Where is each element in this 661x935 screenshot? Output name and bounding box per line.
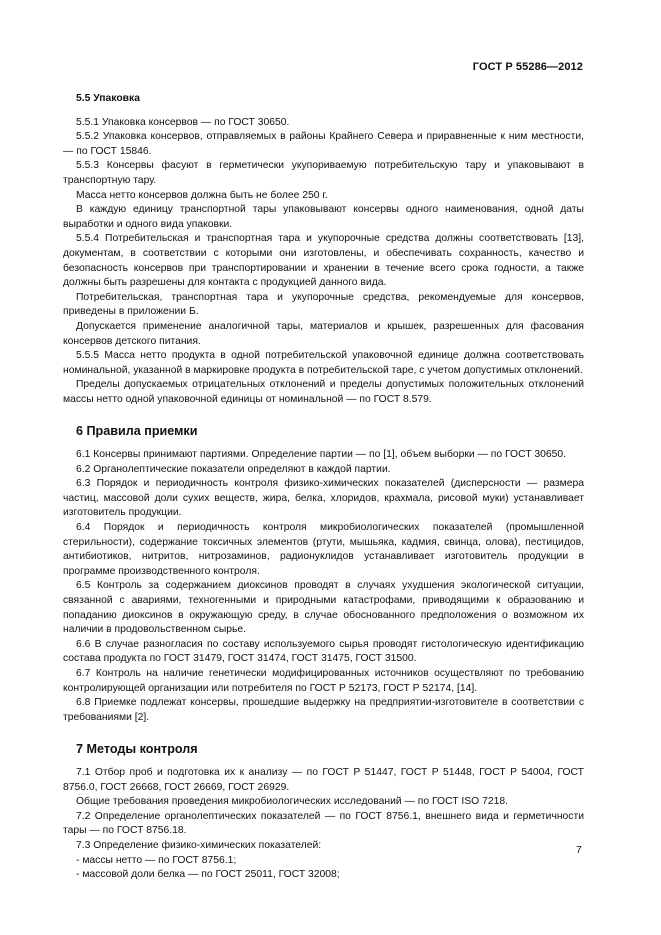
page-number: 7	[576, 844, 582, 856]
paragraph: 6.2 Органолептические показатели определяют в каждой партии.	[76, 463, 391, 475]
paragraph: 5.5.2 Упаковка консервов, отправляемых в районы Крайнего Севера и приравненные к ним местности, — по ГОСТ 15846.	[63, 131, 584, 157]
paragraph: 6.6 В случае разногласия по составу используемого сырья проводят гистологическую идентификацию состава продукта по ГОСТ 31479, ГОСТ 31474, ГОСТ 31475, ГОСТ 31500.	[63, 638, 584, 665]
paragraph: 5.5.5 Масса нетто продукта в одной потребительской упаковочной единице должна соответствовать номинальной, указанной в маркировке продукта в потребительской таре, с учетом допустимых отклонений.	[63, 350, 584, 376]
paragraph: Допускается применение аналогичной тары, материалов и крышек, разрешенных для фасования консервов детского питания.	[63, 320, 584, 347]
section-6-heading: 6 Правила приемки	[76, 424, 198, 439]
list-item: - массовой доли белка — по ГОСТ 25011, ГОСТ 32008;	[76, 869, 340, 881]
section-5-5-heading: 5.5 Упаковка	[76, 93, 140, 104]
paragraph: 6.7 Контроль на наличие генетически модифицированных источников осуществляют по требованию контролирующей организации или потребителя по ГОСТ Р 52173, ГОСТ Р 52174, [14].	[63, 667, 584, 694]
paragraph: 6.3 Порядок и периодичность контроля физико-химических показателей (дисперсности — размера частиц, массовой доли сухих веществ, жира, белка, хлоридов, крахмала, рисовой муки) устанавливает изготовитель продукции.	[63, 478, 584, 519]
paragraph: В каждую единицу транспортной тары упаковывают консервы одного наименования, одной даты выработки и одного вида упаковки.	[63, 204, 584, 230]
page-content	[63, 92, 584, 883]
paragraph: 6.5 Контроль за содержанием диоксинов проводят в случаях ухудшения экологической ситуации, связанной с авариями, техногенными и природными катастрофами, приводящими к образованию и попаданию диоксинов в окружающую среду, в случае обоснованного предположения о возможном их наличии в продовольственном сырье.	[63, 580, 584, 636]
paragraph: Масса нетто консервов должна быть не более 250 г.	[76, 189, 328, 201]
document-code-header: ГОСТ Р 55286—2012	[472, 61, 583, 73]
paragraph: 7.2 Определение органолептических показателей — по ГОСТ 8756.1, внешнего вида и герметичности тары — по ГОСТ 8756.18.	[63, 810, 584, 837]
paragraph: 6.8 Приемке подлежат консервы, прошедшие выдержку на предприятии-изготовителе в соответствии с требованиями [2].	[63, 697, 584, 723]
section-7-heading: 7 Методы контроля	[76, 742, 198, 757]
paragraph: 7.3 Определение физико-химических показателей:	[76, 839, 322, 851]
list-item: - массы нетто — по ГОСТ 8756.1;	[76, 854, 237, 866]
paragraph: 5.5.3 Консервы фасуют в герметически укупориваемую потребительскую тару и упаковывают в транспортную тару.	[63, 160, 584, 186]
paragraph: 5.5.4 Потребительская и транспортная тара и укупорочные средства должны соответствовать [13], документам, в соответствии с которыми они изготовлены, и обеспечивать сохранность, качество и безопасность консервов при транспортировании и хранении в течение всего срока годности, а также должны быть разрешены для контакта с продукцией данного вида.	[63, 233, 584, 289]
paragraph: 7.1 Отбор проб и подготовка их к анализу — по ГОСТ Р 51447, ГОСТ Р 51448, ГОСТ Р 54004, ГОСТ 8756.0, ГОСТ 26668, ГОСТ 26669, ГОСТ 26929.	[63, 766, 584, 793]
paragraph: 5.5.1 Упаковка консервов — по ГОСТ 30650.	[76, 116, 290, 128]
paragraph: Пределы допускаемых отрицательных отклонений и пределы допустимых положительных отклонений массы нетто одной упаковочной единицы от номинальной — по ГОСТ 8.579.	[63, 379, 584, 405]
paragraph: 6.4 Порядок и периодичность контроля микробиологических показателей (промышленной стерильности), содержание токсичных элементов (ртути, мышьяка, кадмия, свинца, олова), пестицидов, антибиотиков, нитритов, нитрозаминов, радионуклидов устанавливает изготовитель продукции в программе производственного контроля.	[63, 522, 584, 577]
paragraph: 6.1 Консервы принимают партиями. Определение партии — по [1], объем выборки — по ГОСТ 30650.	[76, 449, 567, 461]
paragraph: Общие требования проведения микробиологических исследований — по ГОСТ ISO 7218.	[76, 796, 508, 808]
paragraph: Потребительская, транспортная тара и укупорочные средства, рекомендуемые для консервов, приведены в приложении Б.	[63, 291, 584, 318]
